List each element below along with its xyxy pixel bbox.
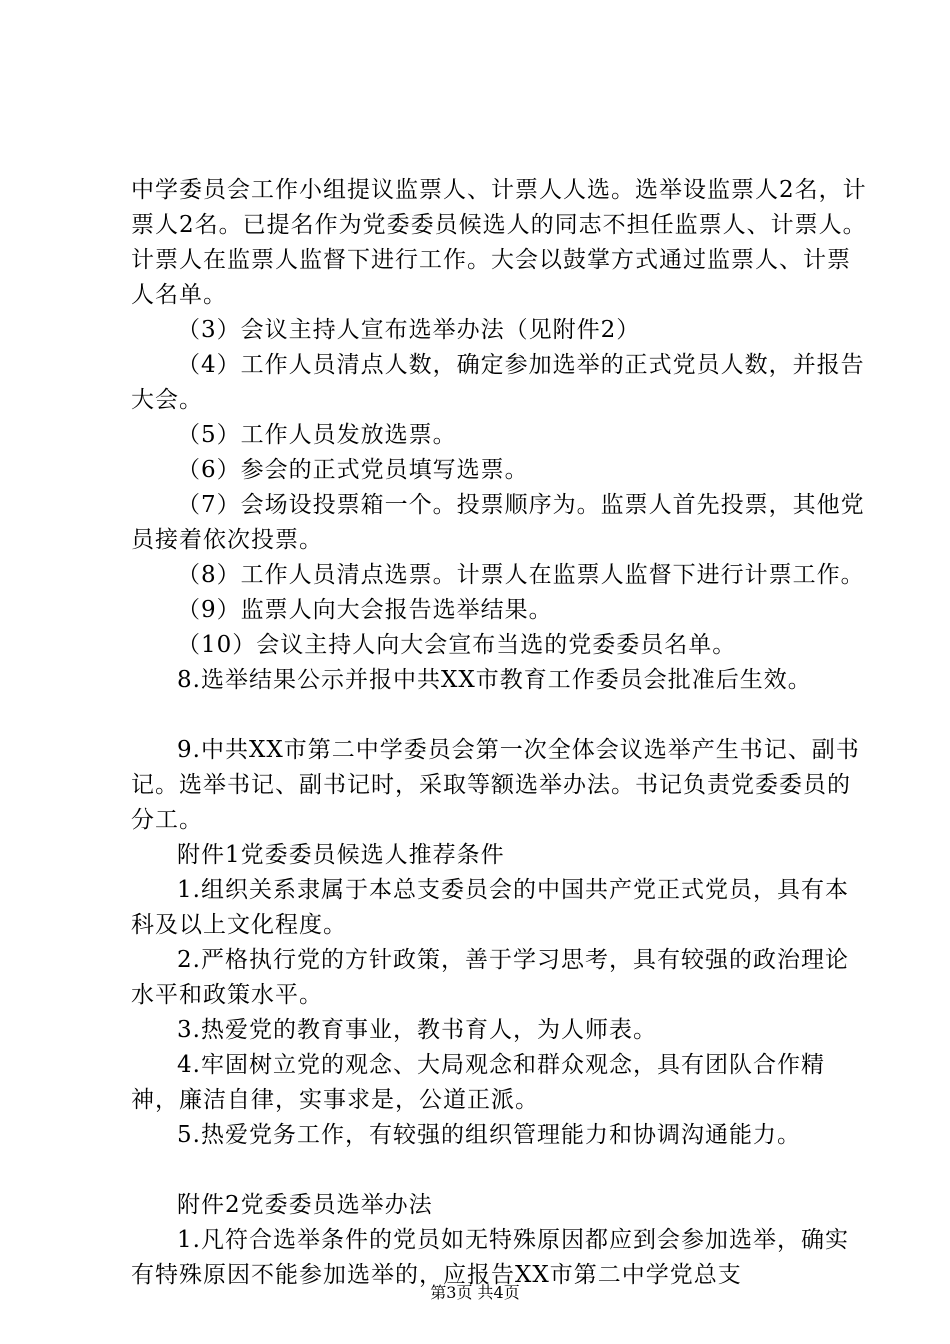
appendix-1-heading: 附件1党委委员候选人推荐条件 [177,842,505,868]
appendix-2-item-1: 1.凡符合选举条件的党员如无特殊原因都应到会参加选举，确实有特殊原因不能参加选举的，应报告XX市第二中学党总支 [131,1227,849,1288]
paragraph-spacer [131,698,871,733]
paragraph-continuation: 中学委员会工作小组提议监票人、计票人人选。选举设监票人2名，计票人2名。已提名作为党委委员候选人的同志不担任监票人、计票人。计票人在监票人监督下进行工作。大会以鼓掌方式通过监票人、计票人名单。 [131,177,867,308]
paragraph-item-10: （10）会议主持人向大会宣布当选的党委委员名单。 [177,632,737,658]
appendix-1-item-4: 4.牢固树立党的观念、大局观念和群众观念，具有团队合作精神，廉洁自律，实事求是，公道正派。 [131,1052,825,1113]
page-number-footer: 第3页 共4页 [430,1283,520,1302]
appendix-1-item-5: 5.热爱党务工作，有较强的组织管理能力和协调沟通能力。 [177,1122,801,1148]
paragraph-item-3: （3）会议主持人宣布选举办法（见附件2） [177,317,641,343]
appendix-1-item-1: 1.组织关系隶属于本总支委员会的中国共产党正式党员，具有本科及以上文化程度。 [131,877,849,938]
appendix-1-item-3: 3.热爱党的教育事业，教书育人，为人师表。 [177,1017,657,1043]
paragraph-item-5: （5）工作人员发放选票。 [177,422,457,448]
paragraph-section-9: 9.中共XX市第二中学委员会第一次全体会议选举产生书记、副书记。选举书记、副书记时，采取等额选举办法。书记负责党委委员的分工。 [131,737,860,833]
appendix-1-item-2: 2.严格执行党的方针政策，善于学习思考，具有较强的政治理论水平和政策水平。 [131,947,849,1008]
paragraph-item-9: （9）监票人向大会报告选举结果。 [177,597,553,623]
document-body [131,173,871,1293]
paragraph-section-8: 8.选举结果公示并报中共XX市教育工作委员会批准后生效。 [177,667,812,693]
paragraph-item-4: （4）工作人员清点人数，确定参加选举的正式党员人数，并报告大会。 [131,352,865,413]
paragraph-item-8: （8）工作人员清点选票。计票人在监票人监督下进行计票工作。 [177,562,865,588]
paragraph-item-6: （6）参会的正式党员填写选票。 [177,457,529,483]
paragraph-spacer [131,1153,871,1188]
paragraph-item-7: （7）会场设投票箱一个。投票顺序为。监票人首先投票，其他党员接着依次投票。 [131,492,865,553]
appendix-2-heading: 附件2党委委员选举办法 [177,1192,433,1218]
